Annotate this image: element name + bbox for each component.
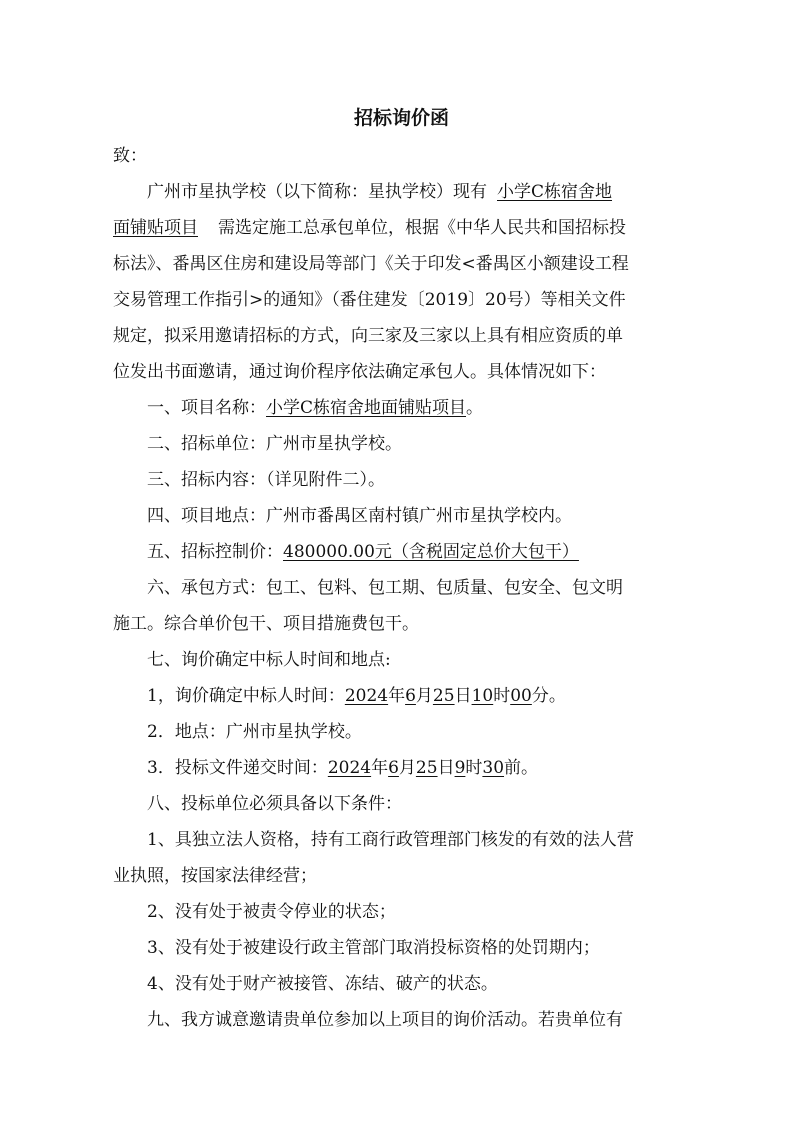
project-name-value: 小学C栋宿舍地面铺贴项目 (266, 398, 467, 418)
submit-month: 6 (388, 758, 399, 778)
salutation: 致： (113, 146, 147, 166)
conditions-heading: 八、投标单位必须具备以下条件： (147, 794, 402, 814)
invitation-line: 九、我方诚意邀请贵单位参加以上项目的询价活动。若贵单位有 (147, 1010, 623, 1030)
control-price-value: 480000.00元（含税固定总价大包干） (283, 542, 579, 562)
submit-hour: 9 (454, 758, 466, 778)
intro-line-2 (113, 214, 713, 242)
intro-line-3: 标法》、番禺区住房和建设局等部门《关于印发<番禺区小额建设工程 (113, 254, 629, 274)
award-month: 6 (405, 686, 416, 706)
award-place: 2．地点：广州市星执学校。 (147, 722, 362, 742)
item-bidder: 二、招标单位：广州市星执学校。 (147, 434, 402, 454)
intro-text: 广州市星执学校（以下简称：星执学校）现有 (147, 182, 487, 202)
submit-year: 2024 (327, 758, 372, 778)
award-day: 25 (432, 686, 455, 706)
condition-3: 3、没有处于被建设行政主管部门取消投标资格的处罚期内； (147, 938, 600, 958)
item-project-name: 一、项目名称：小学C栋宿舍地面铺贴项目。 (147, 398, 484, 418)
submit-minute: 30 (482, 758, 505, 778)
submit-time: 3．投标文件递交时间：2024年6月25日9时30前。 (147, 758, 539, 778)
document-title: 招标询价函 (353, 107, 449, 129)
intro-text: 需选定施工总承包单位，根据《中华人民共和国招标投 (218, 218, 626, 238)
award-year: 2024 (344, 686, 389, 706)
condition-1-line-2: 业执照，按国家法律经营； (113, 866, 317, 886)
condition-1-line-1: 1、具独立法人资格，持有工商行政管理部门核发的有效的法人营 (147, 830, 634, 850)
intro-line-6: 位发出书面邀请，通过询价程序依法确定承包人。具体情况如下： (113, 362, 606, 382)
award-minute: 00 (510, 686, 532, 706)
item-contract-line-2: 施工。综合单价包干、项目措施费包干。 (113, 614, 419, 634)
award-hour: 10 (471, 686, 494, 706)
intro-line-5: 规定，拟采用邀请招标的方式，向三家及三家以上具有相应资质的单 (113, 326, 623, 346)
submit-day: 25 (415, 758, 438, 778)
award-time: 1，询价确定中标人时间：2024年6月25日10时00分。 (147, 686, 566, 706)
project-name-underlined-cont: 面铺贴项目 (113, 218, 198, 238)
item-contract-line-1: 六、承包方式：包工、包料、包工期、包质量、包安全、包文明 (147, 578, 623, 598)
item-content: 三、招标内容：（详见附件二）。 (147, 470, 385, 490)
condition-4: 4、没有处于财产被接管、冻结、破产的状态。 (147, 974, 498, 994)
intro-line-4: 交易管理工作指引>的通知》（番住建发〔2019〕20号）等相关文件 (113, 290, 626, 310)
item-control-price: 五、招标控制价：480000.00元（含税固定总价大包干） (147, 542, 579, 562)
intro-line-1 (147, 178, 717, 206)
project-name-underlined: 小学C栋宿舍地 (497, 182, 613, 202)
time-place-heading: 七、询价确定中标人时间和地点: (147, 650, 391, 670)
condition-2: 2、没有处于被责令停业的状态； (147, 902, 396, 922)
item-location: 四、项目地点：广州市番禺区南村镇广州市星执学校内。 (147, 506, 572, 526)
